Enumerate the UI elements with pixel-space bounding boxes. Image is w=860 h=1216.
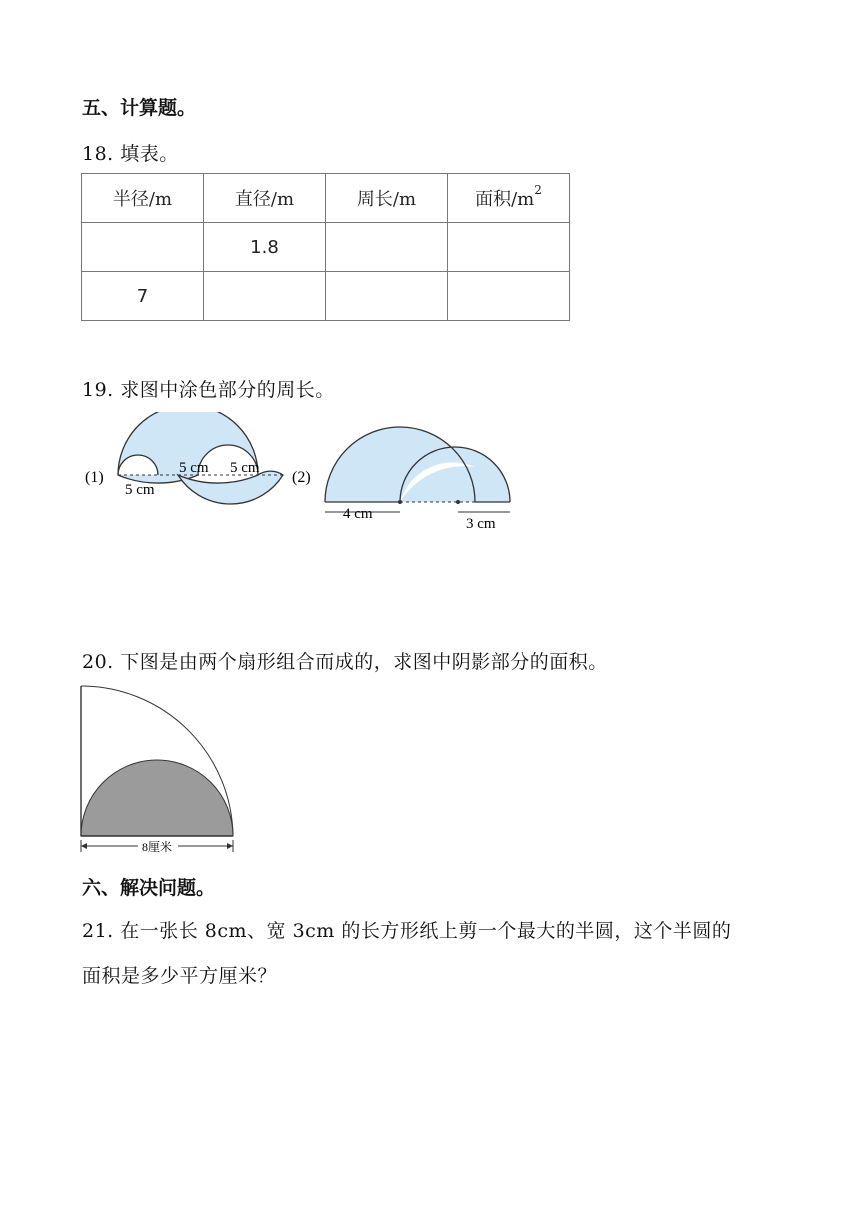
section-five-heading: 五、计算题。	[82, 97, 197, 119]
figure-q20-dim: 8厘米	[142, 840, 173, 854]
table-cell[interactable]	[448, 223, 570, 272]
question-18-text: 18. 填表。	[82, 143, 179, 165]
fill-table	[81, 173, 570, 321]
figure-2-semicircles	[325, 427, 510, 512]
figure-1-dim-right: 5 cm	[230, 460, 260, 476]
table-cell[interactable]	[448, 272, 570, 321]
figure-2-dim-left: 4 cm	[343, 506, 373, 522]
figure-1-dim-middle: 5 cm	[179, 460, 209, 476]
question-21-line-2: 面积是多少平方厘米？	[82, 965, 278, 987]
question-21-line-1: 21. 在一张长 8cm、宽 3cm 的长方形纸上剪一个最大的半圆，这个半圆的	[82, 920, 732, 942]
header-circumference: 周长/m	[326, 174, 448, 223]
arrow-left-icon	[81, 843, 87, 849]
figure-q20	[78, 680, 243, 860]
shaded-semicircle	[81, 760, 233, 836]
section-six-heading: 六、解决问题。	[82, 877, 216, 899]
figure-1-label: (1)	[85, 469, 104, 486]
table-cell: 7	[82, 272, 204, 321]
table-cell[interactable]	[326, 223, 448, 272]
figure-2-dim-right: 3 cm	[466, 516, 496, 532]
header-area: 面积$/m^2$	[448, 174, 570, 223]
header-diameter: 直径/m	[204, 174, 326, 223]
center-point-right	[456, 500, 460, 504]
figures-q19	[78, 412, 538, 542]
table-cell: 1.8	[204, 223, 326, 272]
figure-1-dim-bottom: 5 cm	[125, 482, 155, 498]
header-radius: 半径/m	[82, 174, 204, 223]
table-header-row	[82, 174, 570, 223]
table-cell[interactable]	[204, 272, 326, 321]
table-cell[interactable]	[326, 272, 448, 321]
question-19-text: 19. 求图中涂色部分的周长。	[82, 379, 335, 401]
arrow-right-icon	[227, 843, 233, 849]
figure-2-label: (2)	[292, 469, 311, 486]
question-20-text: 20. 下图是由两个扇形组合而成的，求图中阴影部分的面积。	[82, 651, 608, 673]
table-row	[82, 272, 570, 321]
table-row	[82, 223, 570, 272]
center-point-left	[398, 500, 402, 504]
table-cell[interactable]	[82, 223, 204, 272]
